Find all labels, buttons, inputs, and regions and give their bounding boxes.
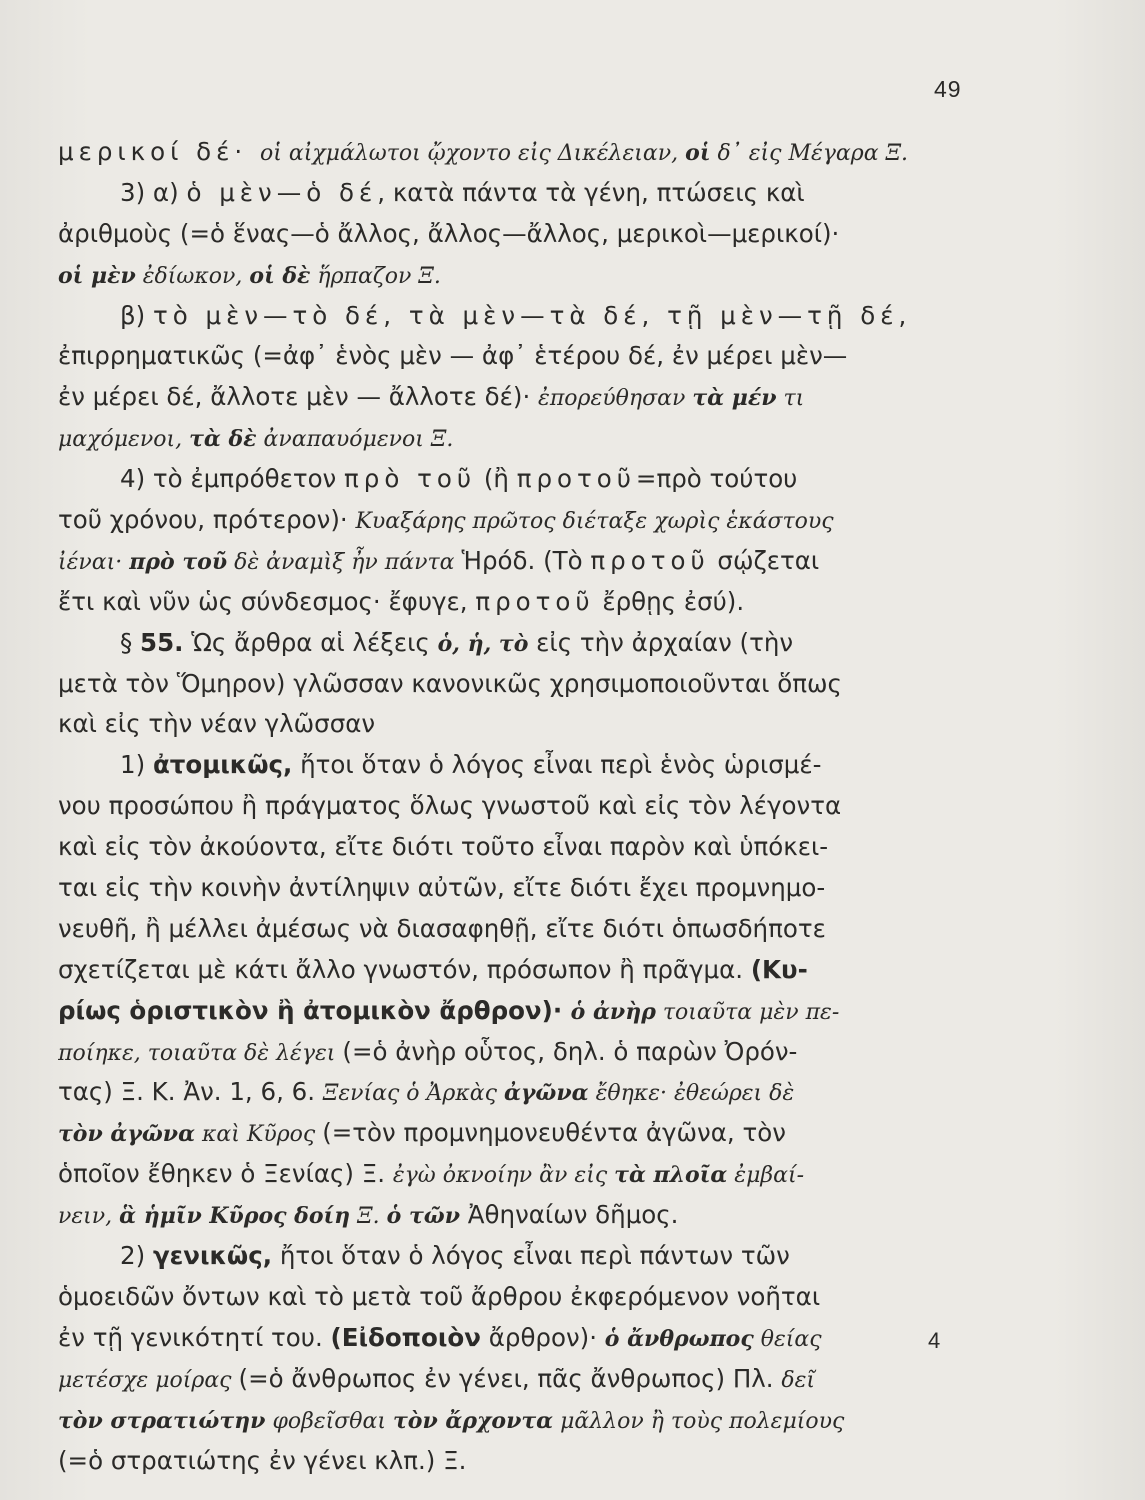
text-run: προτοῦ (475, 586, 595, 616)
text-line (58, 1195, 970, 1236)
text-line (58, 214, 970, 255)
text-run: τὰ δὲ (189, 426, 257, 453)
text-run: ἔτι καὶ νῦν ὡς σύνδεσμος· ἔφυγε, (58, 586, 476, 616)
text-run: καὶ εἰς τὴν νέαν γλῶσσαν (58, 709, 376, 739)
text-line (58, 1441, 970, 1482)
text-line (58, 1032, 970, 1073)
text-run: ἀριθμοὺς (=ὁ ἕνας—ὁ ἄλλος, ἄλλος—ἄλλος, μερικοὶ—μερικοί)· (58, 218, 840, 248)
text-run: οἱ δὲ (249, 262, 311, 289)
text-run: καὶ Κῦρος (195, 1122, 323, 1148)
text-run: ἐν μέρει δέ, ἄλλοτε μὲν — ἄλλοτε δέ)· (58, 382, 539, 412)
text-line (58, 950, 970, 991)
text-run: πρὸ τοῦ (344, 464, 477, 494)
text-line (58, 1318, 970, 1359)
body-text (58, 132, 970, 1481)
text-run: Ἀθηναίων δῆμος. (460, 1200, 679, 1230)
text-run: ἃ ἡμῖν Κῦρος δοίη (119, 1203, 351, 1230)
text-run: Ἡρόδ. (Τὸ (461, 545, 591, 575)
text-run: ὁποῖον ἔθηκεν ὁ Ξενίας) Ξ. (58, 1159, 393, 1189)
text-run: ἐπιρρηματικῶς (=ἀφ᾽ ἑνὸς μὲν — ἀφ᾽ ἑτέρου δέ, ἐν μέρει μὲν— (58, 341, 848, 371)
text-run: θείας (753, 1326, 822, 1352)
text-run: οἱ αἰχμάλωτοι ᾤχοντο εἰς Δικέλειαν, (260, 141, 686, 166)
text-run: β) (120, 300, 153, 330)
text-run: ἀναπαυόμενοι Ξ. (256, 427, 454, 453)
text-run: φοβεῖσθαι (265, 1408, 393, 1434)
text-run: 1) (120, 750, 153, 780)
text-run: (Κυ- (750, 954, 808, 984)
text-line (58, 173, 970, 214)
text-run: (=ὁ ἄνθρωπος ἐν γένει, πᾶς ἄνθρωπος) Πλ. (238, 1363, 782, 1393)
text-run: =πρὸ τούτου (635, 464, 798, 494)
text-run: , (898, 300, 907, 330)
text-run: δὲ ἀναμὶξ ἦν πάντα (227, 549, 462, 575)
text-run: τὸν στρατιώτην (58, 1407, 266, 1434)
text-line (58, 909, 970, 950)
text-run: ὁμοειδῶν ὄντων καὶ τὸ μετὰ τοῦ ἄρθρου ἐκφερόμενον νοῆται (58, 1281, 821, 1311)
text-run: ἀτομικῶς, (152, 750, 293, 780)
text-run: ἐγὼ ὀκνοίην ἂν εἰς (392, 1163, 615, 1189)
text-run: , κατὰ πάντα τὰ γένη, πτώσεις καὶ (377, 177, 805, 207)
page-number: 49 (934, 76, 962, 102)
text-run: πρὸ τοῦ (129, 548, 228, 575)
text-run: Ξ. (350, 1204, 387, 1230)
text-run: 4) τὸ ἐμπρόθετον (120, 464, 345, 494)
text-line (58, 377, 970, 418)
text-run: προτοῦ (516, 464, 636, 494)
text-run: ται εἰς τὴν κοινὴν ἀντίληψιν αὐτῶν, εἴτε διότι ἔχει προμνημο- (58, 873, 826, 903)
text-run: 55. (140, 627, 184, 657)
text-line (58, 255, 970, 296)
text-line (58, 1400, 970, 1441)
text-run: ἀγῶνα (503, 1080, 589, 1107)
text-line (58, 1236, 970, 1277)
text-line (58, 459, 970, 500)
text-line (58, 827, 970, 868)
text-line (58, 1072, 970, 1113)
text-run: ἐδίωκον, (135, 263, 250, 289)
text-run: § (120, 627, 141, 657)
text-run: δεῖ (781, 1367, 816, 1393)
text-run: 3) α) (120, 177, 187, 207)
text-run: νου προσώπου ἢ πράγματος ὅλως γνωστοῦ καὶ εἰς τὸν λέγοντα (58, 791, 842, 821)
text-run: ποίηκε, τοιαῦτα δὲ λέγει (58, 1040, 343, 1066)
text-run: (Εἰδοποιὸν (330, 1322, 481, 1352)
text-run: ὁ μὲν—ὁ δέ (186, 177, 378, 207)
text-run: ὁ ἄνθρωπος (604, 1325, 754, 1352)
text-run: μαχόμενοι, (58, 427, 190, 453)
text-run: ἄρθρον)· (480, 1322, 605, 1352)
text-run: οἱ (685, 140, 711, 166)
text-run: τὸ μὲν—τὸ δέ, τὰ μὲν—τὰ δέ, τῇ μὲν—τῇ δέ (152, 300, 899, 330)
text-run: (=τὸν προμνημονευθέντα ἀγῶνα, τὸν (322, 1118, 786, 1148)
text-run: ὁ ἀνὴρ (570, 998, 656, 1025)
text-run: ρίως ὁριστικὸν ἢ ἀτομικὸν ἄρθρον)· (58, 995, 571, 1025)
text-run: ἐμβαί- (727, 1163, 805, 1189)
text-line (58, 786, 970, 827)
text-run: μετέσχε μοίρας (58, 1367, 239, 1393)
text-run: καὶ εἰς τὸν ἀκούοντα, εἴτε διότι τοῦτο εἶναι παρὸν καὶ ὑπόκει- (58, 832, 829, 862)
text-run: νευθῆ, ἢ μέλλει ἀμέσως νὰ διασαφηθῇ, εἴτε διότι ὁπωσδήποτε (58, 913, 826, 943)
section-heading-line (58, 623, 970, 664)
text-run: (ἢ (476, 464, 517, 494)
text-line (58, 1277, 970, 1318)
text-run: δ᾽ εἰς Μέγαρα Ξ. (710, 141, 909, 166)
text-run: ἤτοι ὅταν ὁ λόγος εἶναι περὶ πάντων τῶν (272, 1241, 790, 1271)
text-run: τὸν ἀγῶνα (58, 1121, 195, 1148)
text-line (58, 500, 970, 541)
text-run: Ξενίας ὁ Ἀρκὰς (322, 1081, 504, 1107)
text-run: (=ὁ στρατιώτης ἐν γένει κλπ.) Ξ. (58, 1445, 467, 1475)
text-line (58, 745, 970, 786)
text-run: σχετίζεται μὲ κάτι ἄλλο γνωστόν, πρόσωπον ἢ πρᾶγμα. (58, 954, 751, 984)
text-run: ἰέναι· (58, 549, 130, 575)
text-line (58, 582, 970, 623)
text-run: οἱ μὲν (58, 262, 136, 289)
text-run: ἥρπαζον Ξ. (310, 263, 441, 289)
text-line (58, 132, 970, 173)
text-run: τὰ μέν (692, 385, 777, 412)
text-run: ἐπορεύθησαν (538, 386, 693, 412)
text-run: τοῦ χρόνου, πρότερον)· (58, 505, 356, 535)
text-run: σῴζεται (709, 545, 820, 575)
text-run: μερικοί δέ· (58, 137, 260, 166)
text-run: μᾶλλον ἢ τοὺς πολεμίους (553, 1408, 845, 1434)
text-run: εἰς τὴν ἀρχαίαν (τὴν (528, 627, 794, 657)
signature-mark: 4 (928, 1328, 941, 1353)
text-run: ὁ, ἡ, τὸ (437, 630, 529, 657)
text-line (58, 1113, 970, 1154)
text-run: ἐν τῇ γενικότητί του. (58, 1322, 331, 1352)
text-run: προτοῦ (590, 545, 710, 575)
text-run: Κυαξάρης πρῶτος διέταξε χωρὶς ἑκάστους (355, 509, 834, 535)
text-line (58, 704, 970, 745)
text-run: ἔθηκε· ἐθεώρει δὲ (588, 1081, 795, 1107)
text-line (58, 296, 970, 337)
text-line (58, 1359, 970, 1400)
text-line (58, 418, 970, 459)
text-run: γενικῶς, (152, 1241, 273, 1271)
text-run: τὸν ἄρχοντα (392, 1407, 554, 1434)
text-run: τας) Ξ. Κ. Ἀν. 1, 6, 6. (58, 1077, 323, 1107)
text-run: Ὡς ἄρθρα αἱ λέξεις (183, 627, 438, 657)
text-run: τὰ πλοῖα (614, 1162, 728, 1189)
text-line (58, 336, 970, 377)
text-run: ἔρθῃς ἐσύ). (594, 586, 745, 616)
text-run: ἤτοι ὅταν ὁ λόγος εἶναι περὶ ἑνὸς ὡρισμέ- (292, 750, 822, 780)
text-run: (=ὁ ἀνὴρ οὗτος, δηλ. ὁ παρὼν Ὀρόν- (342, 1036, 798, 1066)
text-line (58, 541, 970, 582)
text-line (58, 664, 970, 705)
text-line (58, 1154, 970, 1195)
text-run: τι (776, 386, 805, 412)
text-run: νειν, (58, 1204, 120, 1230)
text-run: τοιαῦτα μὲν πε- (655, 999, 840, 1025)
text-run: ὁ τῶν (386, 1203, 460, 1230)
text-run: μετὰ τὸν Ὅμηρον) γλῶσσαν κανονικῶς χρησιμοποιοῦνται ὅπως (58, 668, 842, 698)
text-run: 2) (120, 1241, 153, 1271)
text-line (58, 868, 970, 909)
text-line (58, 991, 970, 1032)
